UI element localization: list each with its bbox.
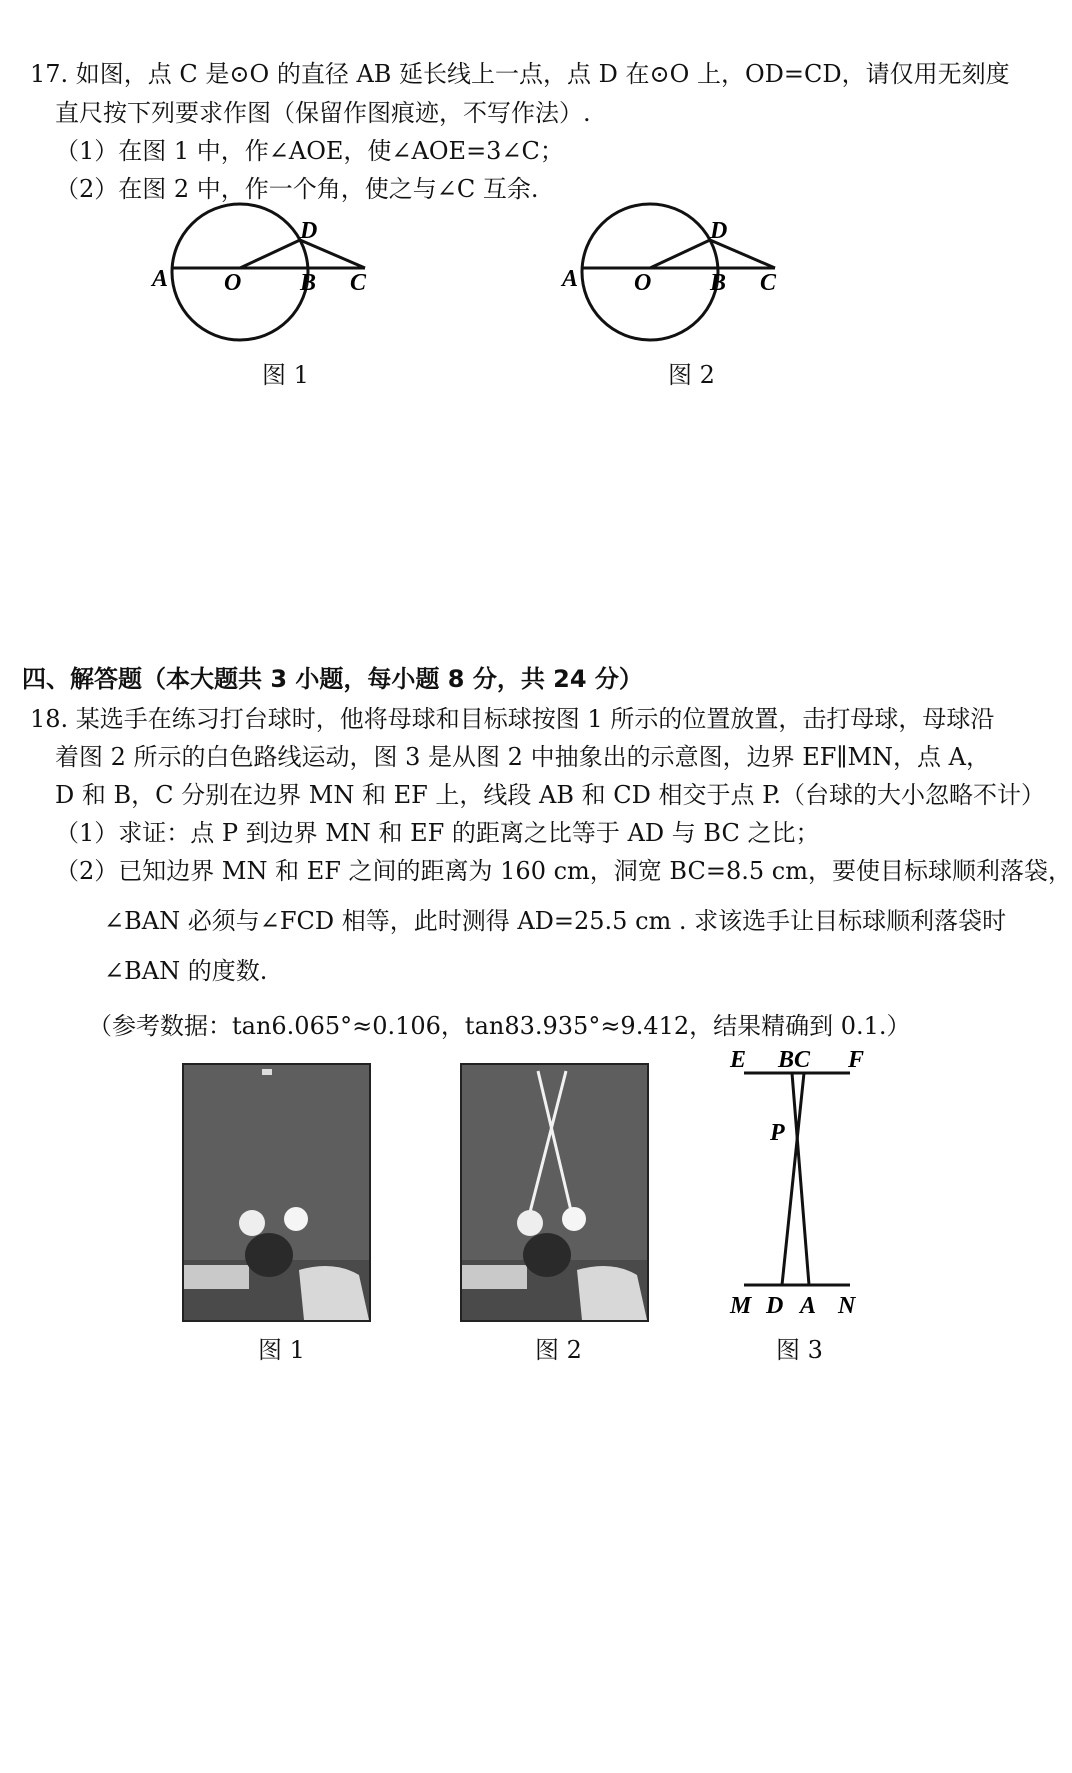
q18-photo-fig1 (182, 1063, 371, 1322)
label-b: B (300, 270, 317, 296)
label-c: C (760, 270, 777, 296)
q18-fig1-caption: 图 1 (258, 1336, 305, 1364)
label-d: D (766, 1293, 784, 1319)
q18-photo-fig2 (460, 1063, 649, 1322)
q18-part1: （1）求证：点 P 到边界 MN 和 EF 的距离之比等于 AD 与 BC 之比； (55, 819, 820, 847)
segment-dc (710, 240, 775, 268)
label-d: D (300, 218, 318, 244)
q18-fig2-caption: 图 2 (535, 1336, 582, 1364)
q18-part2-line3: ∠BAN 的度数. (104, 957, 268, 985)
label-f: F (848, 1047, 865, 1073)
billiard-table-photo-1 (184, 1065, 369, 1320)
segment-dc (300, 240, 365, 268)
label-o: O (224, 270, 242, 296)
q17-figure-2 (562, 200, 810, 350)
section-heading: 四、解答题（本大题共 3 小题，每小题 8 分，共 24 分） (22, 665, 643, 693)
q17-figure-1 (152, 200, 400, 350)
q18-part2-line1: （2）已知边界 MN 和 EF 之间的距离为 160 cm，洞宽 BC=8.5 cm，要使目标球顺利落袋， (55, 857, 1072, 885)
label-b: B (710, 270, 727, 296)
segment-od (240, 240, 300, 268)
label-a: A (152, 266, 169, 292)
q17-fig2-caption: 图 2 (668, 361, 715, 389)
q18-stem-line2: 着图 2 所示的白色路线运动，图 3 是从图 2 中抽象出的示意图，边界 EF∥MN，点 A， (55, 743, 991, 771)
label-bc: BC (778, 1047, 811, 1073)
label-m: M (730, 1293, 752, 1319)
q17-stem-line1: 17. 如图，点 C 是⊙O 的直径 AB 延长线上一点，点 D 在⊙O 上，OD=CD，请仅用无刻度 (30, 60, 1010, 88)
label-a: A (800, 1293, 817, 1319)
label-e: E (730, 1047, 747, 1073)
label-d: D (710, 218, 728, 244)
q17-stem-line2: 直尺按下列要求作图（保留作图痕迹，不写作法）. (55, 99, 591, 127)
q17-part1: （1）在图 1 中，作∠AOE，使∠AOE=3∠C； (55, 137, 564, 165)
segment-od (650, 240, 710, 268)
q17-fig1-caption: 图 1 (262, 361, 309, 389)
label-o: O (634, 270, 652, 296)
label-p: P (770, 1120, 785, 1146)
q18-fig3-caption: 图 3 (776, 1336, 823, 1364)
q17-part2: （2）在图 2 中，作一个角，使之与∠C 互余. (55, 175, 539, 203)
label-a: A (562, 266, 579, 292)
q18-stem-line1: 18. 某选手在练习打台球时，他将母球和目标球按图 1 所示的位置放置，击打母球，母球沿 (30, 705, 995, 733)
label-c: C (350, 270, 367, 296)
label-n: N (838, 1293, 856, 1319)
q18-part2-line2: ∠BAN 必须与∠FCD 相等，此时测得 AD=25.5 cm . 求该选手让目标球顺利落袋时 (104, 907, 1007, 935)
q18-stem-line3: D 和 B，C 分别在边界 MN 和 EF 上，线段 AB 和 CD 相交于点 P.（台球的大小忽略不计） (55, 781, 1046, 809)
q18-figure-3 (720, 1035, 880, 1335)
billiard-table-photo-2 (462, 1065, 647, 1320)
q18-reference-data: （参考数据：tan6.065°≈0.106，tan83.935°≈9.412，结果精确到 0.1.） (88, 1012, 911, 1040)
